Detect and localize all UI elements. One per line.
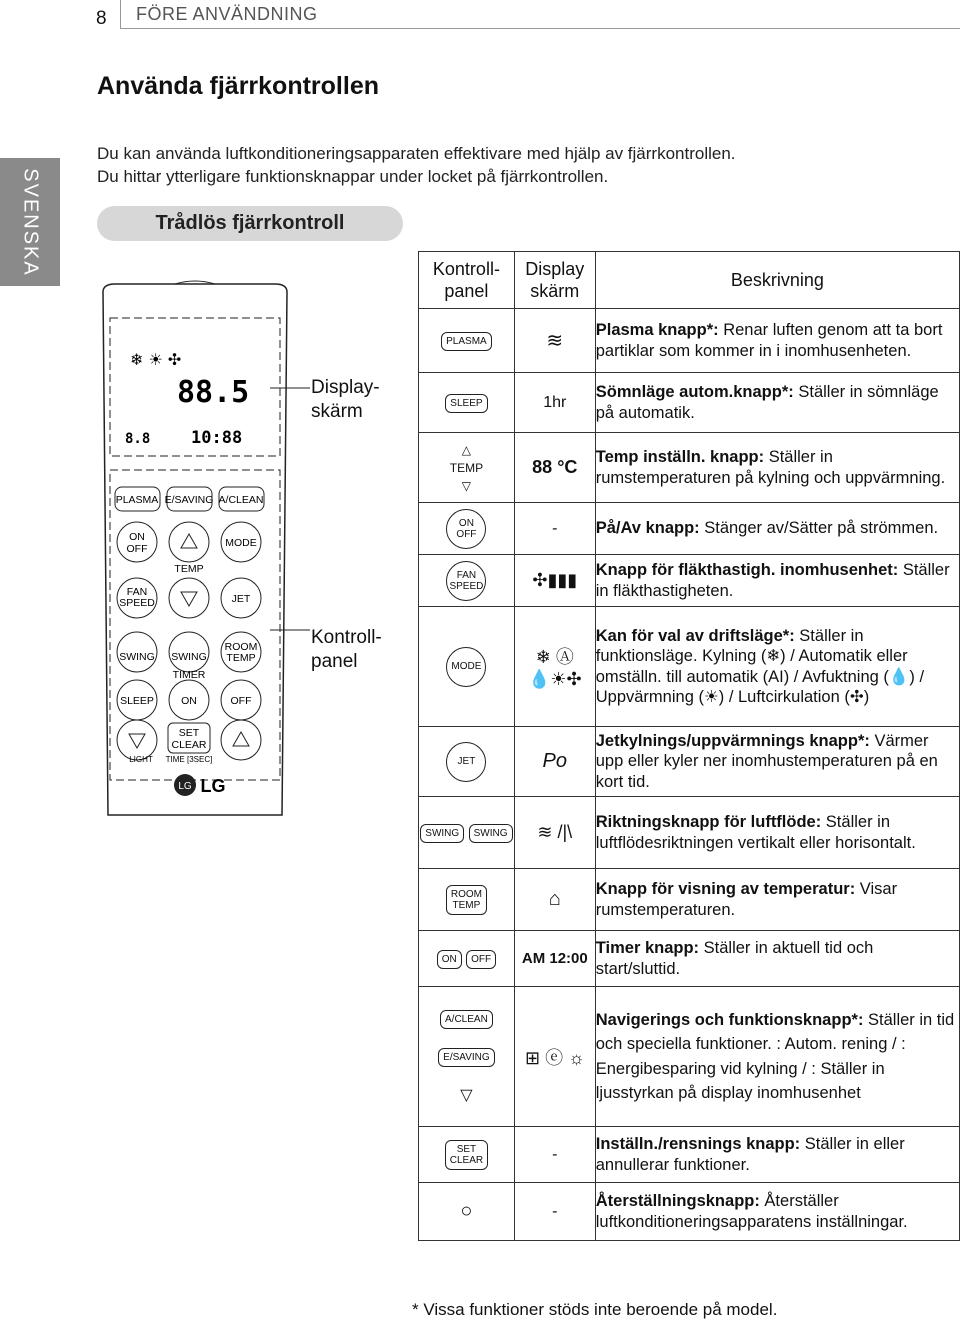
table-row: SLEEP 1hr Sömnläge autom.knapp*: Ställer in sömnläge på automatik. xyxy=(419,373,960,433)
table-row: SWING SWING ≋ /|\ Riktningsknapp för luftflöde: Ställer in luftflödesriktningen vertikalt eller horisontalt. xyxy=(419,797,960,869)
svg-text:CLEAR: CLEAR xyxy=(171,739,207,751)
svg-text:MODE: MODE xyxy=(225,537,257,549)
onoff-key: ON OFF xyxy=(446,509,486,549)
intro-text xyxy=(97,142,736,188)
table-row: △ TEMP ▽ 88 °C Temp inställn. knapp: Ställer in rumstemperaturen på kylning och uppvärmning. xyxy=(419,433,960,503)
timer-off-key: OFF xyxy=(466,950,496,969)
table-row: JET Po Jetkylnings/uppvärmnings knapp*: Värmer upp eller kyler ner inomhustemperaturen på en kort tid. xyxy=(419,727,960,797)
section-title: FÖRE ANVÄNDNING xyxy=(136,4,318,24)
footnote: * Vissa funktioner stöds inte beroende på model. xyxy=(412,1300,778,1319)
table-row: A/CLEAN E/SAVING ▽ ⊞ ⓔ ☼ Navigerings och funktionsknapp*: Ställer in tid och speciella funktioner. : Autom. rening / : Energibesparing vid kylning / : Ställer in ljusstyrkan på display inomhusenhet xyxy=(419,987,960,1127)
svg-text:TEMP: TEMP xyxy=(226,652,256,664)
table-row: FAN SPEED ✣▮▮▮ Knapp för fläkthastigh. inomhusenhet: Ställer in fläkthastigheten. xyxy=(419,555,960,607)
jet-key: JET xyxy=(446,742,486,782)
header-description: Beskrivning xyxy=(595,252,959,309)
svg-text:E/SAVING: E/SAVING xyxy=(164,494,214,506)
callout-panel: Kontroll- panel xyxy=(311,627,382,672)
intro-line-2: Du hittar ytterligare funktionsknappar under locket på fjärrkontrollen. xyxy=(97,167,609,186)
svg-text:ROOM: ROOM xyxy=(224,641,258,653)
sleep-key: SLEEP xyxy=(445,394,487,413)
lcd-time-digits: 10:88 xyxy=(191,428,243,448)
esaving-key: E/SAVING xyxy=(438,1048,495,1067)
svg-text:PLASMA: PLASMA xyxy=(115,494,159,506)
svg-text:SWING: SWING xyxy=(119,651,155,663)
swing-key: SWING xyxy=(420,824,464,843)
svg-text:SET: SET xyxy=(178,727,200,739)
table-row: ROOM TEMP ⌂ Knapp för visning av temperatur: Visar rumstemperaturen. xyxy=(419,869,960,931)
callout-lines xyxy=(270,380,312,640)
temp-arrows: △ TEMP ▽ xyxy=(449,442,484,493)
remote-illustration xyxy=(95,280,295,820)
side-tab-label: SVENSKA xyxy=(19,167,42,277)
mode-icons: ❄ Ⓐ 💧☀✣ xyxy=(527,647,582,689)
table-row: ON OFF AM 12:00 Timer knapp: Ställer in aktuell tid och start/sluttid. xyxy=(419,931,960,987)
svg-text:TEMP: TEMP xyxy=(174,563,204,575)
fanspeed-key: FAN SPEED xyxy=(446,561,486,601)
nav-icons: ⊞ ⓔ ☼ xyxy=(524,1047,585,1068)
svg-text:FAN: FAN xyxy=(126,586,148,598)
mode-key: MODE xyxy=(446,647,486,687)
page-number: 8 xyxy=(96,8,107,29)
fan-speed-icon: ✣▮▮▮ xyxy=(532,570,578,590)
timer-on-key: ON xyxy=(437,950,462,969)
swing-icons: ≋ /|\ xyxy=(537,822,573,842)
plasma-icon: ≋ xyxy=(546,330,564,352)
intro-line-1: Du kan använda luftkonditioneringsapparaten effektivare med hjälp av fjärrkontrollen. xyxy=(97,144,736,163)
header-control-panel: Kontroll- panel xyxy=(419,252,515,309)
table-row: MODE ❄ Ⓐ 💧☀✣ Kan för val av driftsläge*: Ställer in funktionsläge. Kylning (❄) / Automatik eller omställn. till automatik (AI) / Avfuktning (💧) / Uppvärmning (☀) / Luftcirkulation (✣) xyxy=(419,607,960,727)
header-display: Display skärm xyxy=(514,252,595,309)
callout-display: Display- skärm xyxy=(311,377,380,422)
svg-text:❄ ☀ ✣: ❄ ☀ ✣ xyxy=(130,350,182,369)
svg-text:TIMER: TIMER xyxy=(172,669,206,681)
sleep-display: 1hr xyxy=(543,393,567,411)
svg-text:OFF: OFF xyxy=(230,695,252,707)
table-row: SET CLEAR - Inställn./rensnings knapp: Ställer in eller annullerar funktioner. xyxy=(419,1127,960,1183)
svg-text:SPEED: SPEED xyxy=(119,597,155,609)
svg-text:JET: JET xyxy=(231,593,251,605)
svg-text:A/CLEAN: A/CLEAN xyxy=(218,494,264,506)
table-row: ON OFF - På/Av knapp: Stänger av/Sätter på strömmen. xyxy=(419,503,960,555)
svg-text:LIGHT: LIGHT xyxy=(129,755,153,764)
plasma-key: PLASMA xyxy=(441,332,492,351)
room-temp-icon: ⌂ xyxy=(548,888,561,910)
aclean-key: A/CLEAN xyxy=(440,1010,493,1029)
svg-text:ON: ON xyxy=(181,695,197,707)
temp-display: 88 °C xyxy=(532,457,578,477)
section-pill: Trådlös fjärrkontroll xyxy=(97,206,403,241)
roomtemp-key: ROOM TEMP xyxy=(446,885,487,915)
svg-text:SLEEP: SLEEP xyxy=(120,695,154,707)
header-rule xyxy=(120,28,960,29)
svg-text:SWING: SWING xyxy=(171,651,207,663)
function-table xyxy=(418,251,960,1241)
table-row: ○ - Återställningsknapp: Återställer luftkonditioneringsapparatens inställningar. xyxy=(419,1183,960,1241)
table-row: PLASMA ≋ Plasma knapp*: Renar luften genom att ta bort partiklar som kommer in i inomhusenheten. xyxy=(419,309,960,373)
svg-text:ON: ON xyxy=(129,531,145,543)
header-divider xyxy=(120,0,121,28)
svg-text:LG: LG xyxy=(178,781,192,792)
page-title: Använda fjärrkontrollen xyxy=(97,72,379,100)
lcd-small-digits: 8.8 xyxy=(125,431,151,447)
setclear-key: SET CLEAR xyxy=(445,1140,488,1170)
svg-text:TIME [3SEC]: TIME [3SEC] xyxy=(165,755,213,764)
svg-text:OFF: OFF xyxy=(126,543,148,555)
remote-brand: LG xyxy=(200,776,226,796)
lcd-temp-digits: 88.5 xyxy=(177,375,250,410)
reset-key: ○ xyxy=(460,1200,473,1222)
